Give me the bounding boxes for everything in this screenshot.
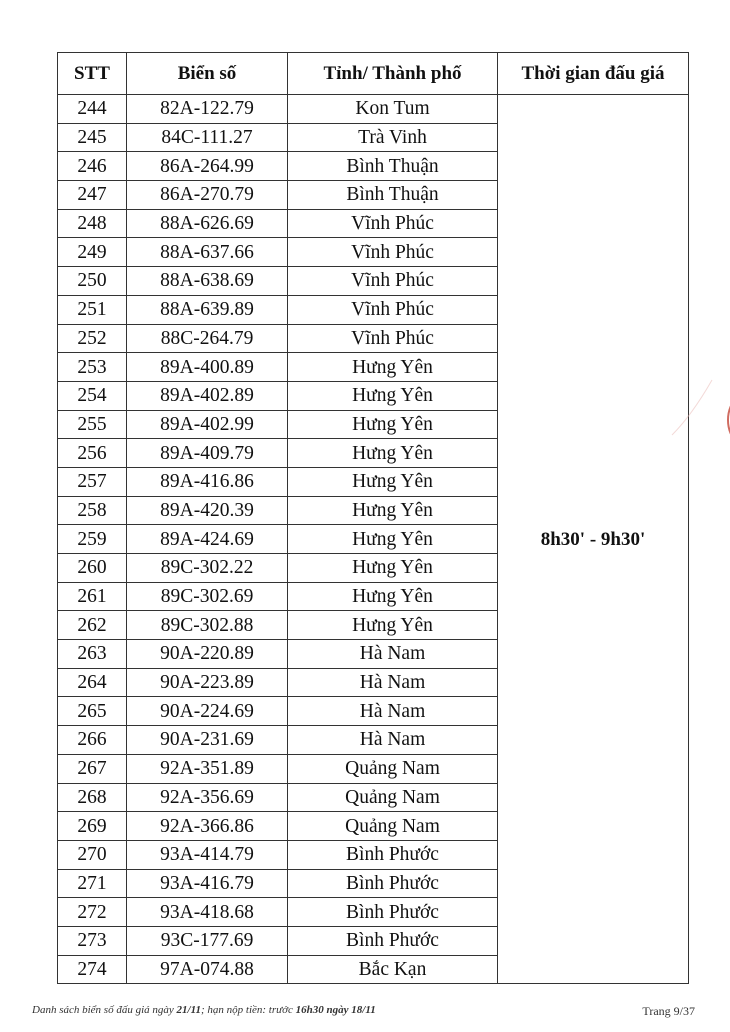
cell-plate: 93A-418.68 xyxy=(127,898,288,927)
table-header-row xyxy=(58,53,689,95)
cell-plate: 97A-074.88 xyxy=(127,955,288,984)
cell-plate: 92A-351.89 xyxy=(127,754,288,783)
cell-plate: 92A-356.69 xyxy=(127,783,288,812)
cell-province: Hưng Yên xyxy=(288,439,498,468)
cell-stt: 272 xyxy=(58,898,127,927)
cell-plate: 92A-366.86 xyxy=(127,812,288,841)
cell-province: Hà Nam xyxy=(288,640,498,669)
cell-plate: 86A-270.79 xyxy=(127,181,288,210)
cell-stt: 246 xyxy=(58,152,127,181)
cell-stt: 259 xyxy=(58,525,127,554)
page-footer xyxy=(32,1004,698,1016)
footer-prefix: Danh sách biển số đấu giá ngày xyxy=(32,1004,174,1016)
table-body xyxy=(58,95,689,984)
cell-stt: 256 xyxy=(58,439,127,468)
cell-province: Hưng Yên xyxy=(288,353,498,382)
cell-plate: 89C-302.88 xyxy=(127,611,288,640)
cell-plate: 88A-637.66 xyxy=(127,238,288,267)
cell-stt: 264 xyxy=(58,668,127,697)
plate-table xyxy=(57,52,689,984)
cell-plate: 88C-264.79 xyxy=(127,324,288,353)
cell-plate: 93A-414.79 xyxy=(127,840,288,869)
cell-stt: 257 xyxy=(58,467,127,496)
header-province: Tỉnh/ Thành phố xyxy=(288,53,498,95)
cell-province: Vĩnh Phúc xyxy=(288,267,498,296)
cell-plate: 84C-111.27 xyxy=(127,123,288,152)
cell-plate: 90A-224.69 xyxy=(127,697,288,726)
cell-plate: 89A-402.99 xyxy=(127,410,288,439)
cell-stt: 252 xyxy=(58,324,127,353)
cell-plate: 90A-231.69 xyxy=(127,726,288,755)
header-stt: STT xyxy=(58,53,127,95)
cell-plate: 88A-638.69 xyxy=(127,267,288,296)
cell-stt: 254 xyxy=(58,381,127,410)
cell-stt: 262 xyxy=(58,611,127,640)
cell-stt: 271 xyxy=(58,869,127,898)
cell-province: Hà Nam xyxy=(288,726,498,755)
cell-stt: 263 xyxy=(58,640,127,669)
cell-province: Trà Vinh xyxy=(288,123,498,152)
cell-stt: 260 xyxy=(58,554,127,583)
cell-province: Vĩnh Phúc xyxy=(288,209,498,238)
cell-plate: 86A-264.99 xyxy=(127,152,288,181)
cell-plate: 89A-420.39 xyxy=(127,496,288,525)
cell-province: Bình Thuận xyxy=(288,152,498,181)
cell-province: Vĩnh Phúc xyxy=(288,295,498,324)
cell-province: Quảng Nam xyxy=(288,783,498,812)
cell-auction-time: 8h30' - 9h30' xyxy=(498,95,689,984)
cell-plate: 89C-302.69 xyxy=(127,582,288,611)
cell-stt: 248 xyxy=(58,209,127,238)
cell-stt: 255 xyxy=(58,410,127,439)
cell-province: Quảng Nam xyxy=(288,812,498,841)
document-sheet xyxy=(57,52,688,984)
cell-plate: 88A-626.69 xyxy=(127,209,288,238)
cell-stt: 268 xyxy=(58,783,127,812)
cell-province: Vĩnh Phúc xyxy=(288,324,498,353)
page-number: Trang 9/37 xyxy=(642,1004,695,1018)
cell-stt: 245 xyxy=(58,123,127,152)
cell-stt: 269 xyxy=(58,812,127,841)
cell-province: Hưng Yên xyxy=(288,496,498,525)
cell-province: Bắc Kạn xyxy=(288,955,498,984)
cell-province: Quảng Nam xyxy=(288,754,498,783)
header-time: Thời gian đấu giá xyxy=(498,53,689,95)
cell-plate: 93C-177.69 xyxy=(127,926,288,955)
cell-plate: 89A-416.86 xyxy=(127,467,288,496)
footer-middle: ; hạn nộp tiền: trước xyxy=(200,1004,293,1016)
cell-province: Hưng Yên xyxy=(288,582,498,611)
cell-stt: 270 xyxy=(58,840,127,869)
cell-province: Bình Thuận xyxy=(288,181,498,210)
cell-stt: 273 xyxy=(58,926,127,955)
cell-province: Hưng Yên xyxy=(288,525,498,554)
cell-province: Bình Phước xyxy=(288,898,498,927)
cell-stt: 250 xyxy=(58,267,127,296)
cell-province: Hưng Yên xyxy=(288,467,498,496)
cell-stt: 244 xyxy=(58,95,127,124)
cell-province: Hưng Yên xyxy=(288,611,498,640)
cell-province: Bình Phước xyxy=(288,926,498,955)
cell-plate: 89A-400.89 xyxy=(127,353,288,382)
cell-stt: 251 xyxy=(58,295,127,324)
cell-plate: 89C-302.22 xyxy=(127,554,288,583)
footer-date: 21/11 xyxy=(176,1004,201,1016)
cell-plate: 89A-424.69 xyxy=(127,525,288,554)
cell-province: Hưng Yên xyxy=(288,381,498,410)
cell-stt: 266 xyxy=(58,726,127,755)
cell-stt: 267 xyxy=(58,754,127,783)
cell-stt: 258 xyxy=(58,496,127,525)
cell-stt: 274 xyxy=(58,955,127,984)
cell-plate: 90A-223.89 xyxy=(127,668,288,697)
cell-province: Bình Phước xyxy=(288,840,498,869)
cell-stt: 265 xyxy=(58,697,127,726)
cell-plate: 90A-220.89 xyxy=(127,640,288,669)
cell-plate: 93A-416.79 xyxy=(127,869,288,898)
cell-province: Kon Tum xyxy=(288,95,498,124)
cell-plate: 82A-122.79 xyxy=(127,95,288,124)
cell-plate: 88A-639.89 xyxy=(127,295,288,324)
cell-province: Vĩnh Phúc xyxy=(288,238,498,267)
cell-plate: 89A-402.89 xyxy=(127,381,288,410)
cell-province: Hưng Yên xyxy=(288,410,498,439)
cell-stt: 253 xyxy=(58,353,127,382)
cell-plate: 89A-409.79 xyxy=(127,439,288,468)
footer-deadline: 16h30 ngày 18/11 xyxy=(295,1004,376,1016)
cell-stt: 249 xyxy=(58,238,127,267)
cell-province: Bình Phước xyxy=(288,869,498,898)
cell-province: Hà Nam xyxy=(288,697,498,726)
cell-stt: 261 xyxy=(58,582,127,611)
red-seal-stamp-icon xyxy=(702,380,730,490)
header-plate: Biển số xyxy=(127,53,288,95)
table-row xyxy=(58,95,689,124)
cell-stt: 247 xyxy=(58,181,127,210)
cell-province: Hưng Yên xyxy=(288,554,498,583)
cell-province: Hà Nam xyxy=(288,668,498,697)
